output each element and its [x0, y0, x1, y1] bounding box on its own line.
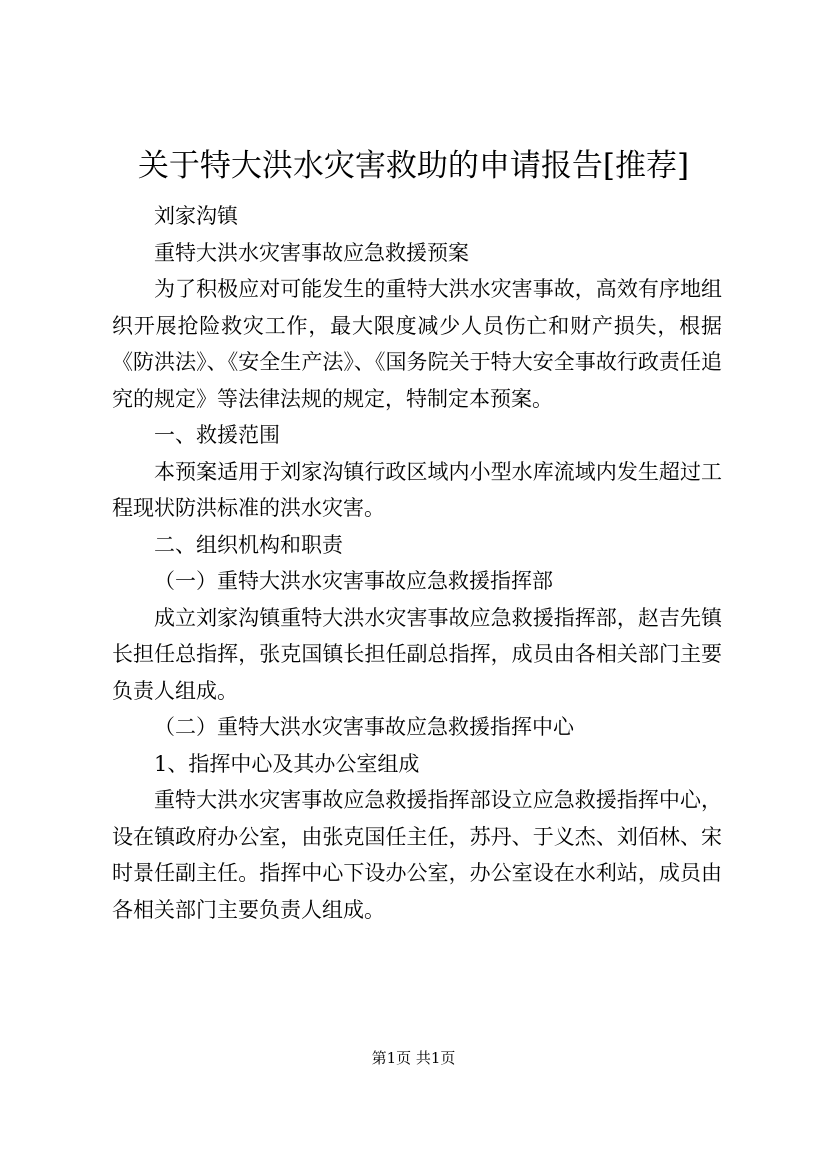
section-heading-scope: 一、救援范围 — [154, 423, 280, 447]
paragraph-scope: 本预案适用于刘家沟镇行政区域内小型水库流域内发生超过工程现状防洪标准的洪水灾害。 — [112, 459, 722, 520]
paragraph-town-name: 刘家沟镇 — [154, 204, 238, 228]
document-body — [112, 198, 722, 928]
paragraph-plan-title: 重特大洪水灾害事故应急救援预案 — [154, 240, 469, 265]
item-heading-office: 1、指挥中心及其办公室组成 — [154, 751, 420, 776]
subsection-heading-command-center: （二）重特大洪水灾害事故应急救援指挥中心 — [154, 715, 574, 739]
document-title: 关于特大洪水灾害救助的申请报告[推荐] — [137, 148, 690, 184]
page-footer: 第1页 共1页 — [371, 1049, 456, 1067]
section-heading-organization: 二、组织机构和职责 — [154, 532, 343, 557]
subsection-heading-headquarters: （一）重特大洪水灾害事故应急救援指挥部 — [154, 569, 553, 593]
paragraph-intro: 为了积极应对可能发生的重特大洪水灾害事故，高效有序地组织开展抢险救灾工作，最大限度减少人员伤亡和财产损失，根据《防洪法》、《安全生产法》、《国务院关于特大安全事故行政责任追究的规定》等法律法规的规定，特制定本预案。 — [112, 277, 722, 411]
paragraph-headquarters: 成立刘家沟镇重特大洪水灾害事故应急救援指挥部，赵吉先镇长担任总指挥，张克国镇长担任副总指挥，成员由各相关部门主要负责人组成。 — [112, 605, 722, 703]
paragraph-command-center: 重特大洪水灾害事故应急救援指挥部设立应急救援指挥中心，设在镇政府办公室，由张克国任主任，苏丹、于义杰、刘佰林、宋时景任副主任。指挥中心下设办公室，办公室设在水利站，成员由各相关部门主要负责人组成。 — [112, 788, 722, 922]
